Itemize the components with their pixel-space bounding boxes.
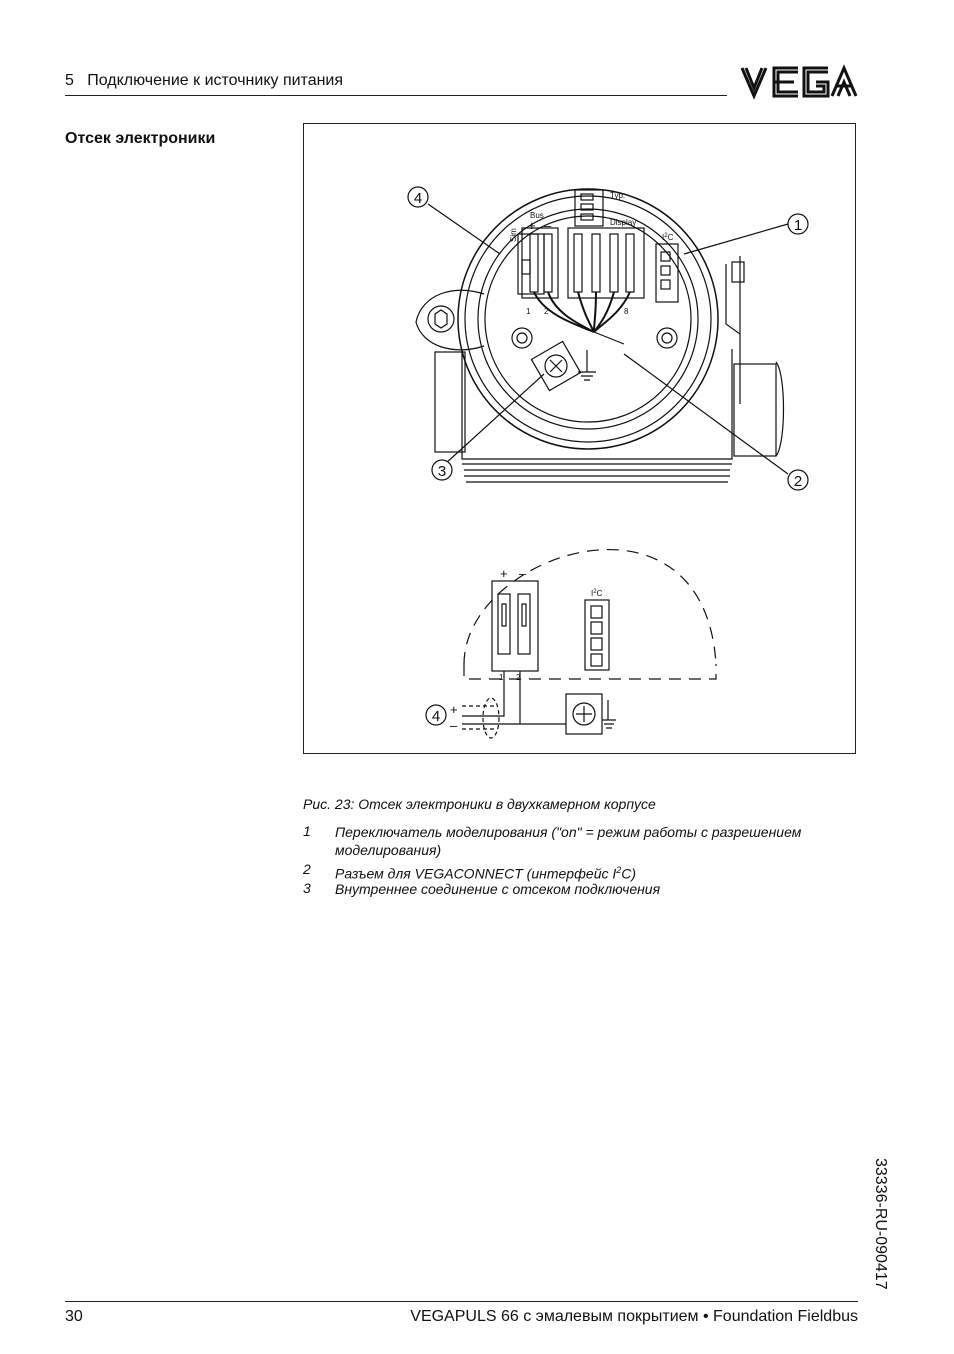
terminal-2-label: 2 [544,307,549,316]
svg-text:4: 4 [413,190,423,207]
bus-minus-label: – [544,218,552,233]
legend-text: Внутреннее соединение с отсеком подключения [335,881,661,897]
svg-text:2: 2 [793,473,803,490]
legend-number: 1 [303,823,311,839]
wiring-diagram [304,124,857,755]
legend-number: 3 [303,880,311,896]
bus-plus-label: + [528,218,536,233]
svg-text:3: 3 [437,463,447,480]
i2c-label: $I^2C$ [662,233,674,242]
typ-label: Typ: [610,191,626,200]
electronics-compartment-figure [303,123,856,754]
section-header: 5 Подключение к источнику питания [65,72,344,89]
i2c-lower-label: $I^2C$ [591,589,603,598]
cable-plus-label: + [450,702,458,717]
header-rule [65,95,727,96]
sim-label: Sim [509,228,518,242]
bus-label: Bus [530,211,544,220]
footer-title: VEGAPULS 66 с эмалевым покрытием • Foundation Fieldbus [410,1308,858,1325]
legend-text: Переключатель моделирования ("on" = режим работы с разрешением моделирования) [335,824,802,858]
figure-caption: Рис. 23: Отсек электроники в двухкамерном корпусе [303,796,656,812]
terminal-2-lower-label: 2 [516,673,521,682]
footer-rule [65,1301,858,1302]
terminal-8-label: 8 [624,307,629,316]
terminal-1-label: 1 [526,307,531,316]
svg-text:1: 1 [793,217,803,234]
section-title: Отсек электроники [65,130,216,147]
lower-minus-label: – [519,566,527,581]
svg-text:4: 4 [431,708,441,725]
vega-logo [740,64,858,100]
legend-text: Разъем для VEGACONNECT (интерфейс $I^2C$) [335,865,637,882]
cable-minus-label: – [450,718,458,733]
document-code: 33336-RU-090417 [872,1158,889,1290]
page-number: 30 [65,1308,83,1325]
terminal-1-lower-label: 1 [499,673,504,682]
display-label: Display [610,218,637,227]
legend-number: 2 [303,861,311,877]
lower-plus-label: + [500,566,508,581]
